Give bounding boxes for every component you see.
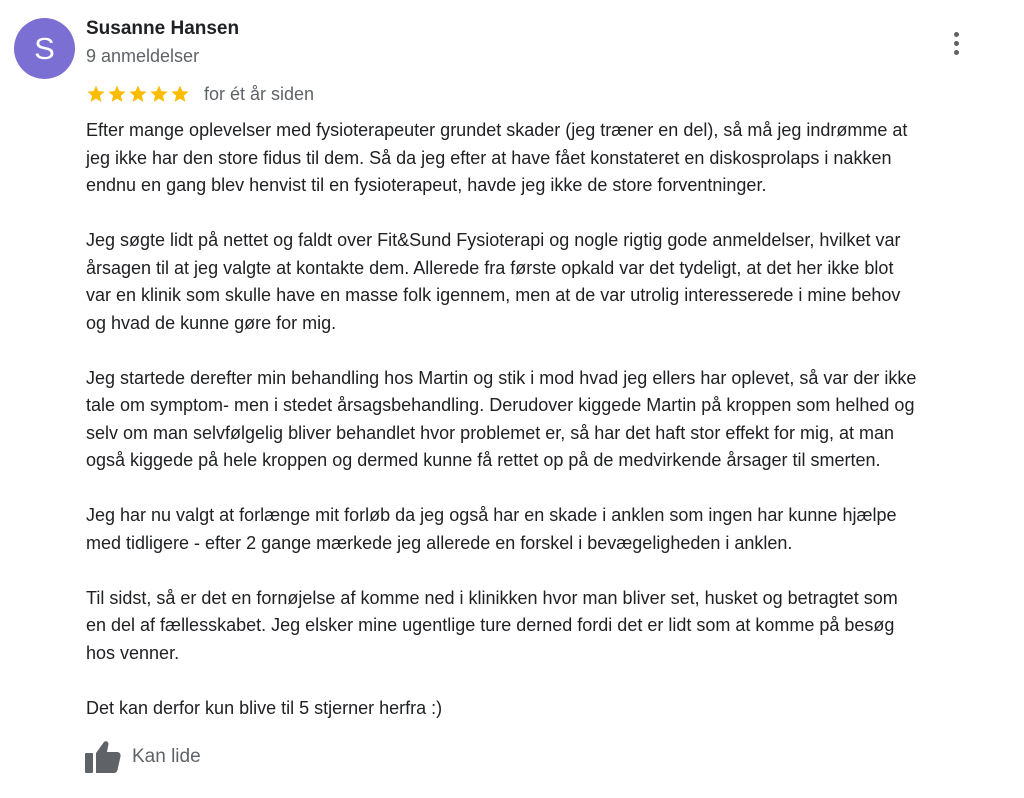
more-vertical-icon <box>954 32 959 37</box>
review-paragraph: Efter mange oplevelser med fysioterapeuter grundet skader (jeg træner en del), så må jeg indrømme at jeg ikke har den store fidus til dem. Så da jeg efter at have fået konstateret en diskosprolaps i nakken endnu en gang blev henvist til en fysioterapeut, havde jeg ikke de store forventninger. <box>86 120 908 195</box>
like-button[interactable] <box>84 740 201 774</box>
review-paragraph: Det kan derfor kun blive til 5 stjerner herfra :) <box>86 697 443 718</box>
review-paragraph: Jeg har nu valgt at forlænge mit forløb da jeg også har en skade i anklen som ingen har kunne hjælpe med tidligere - efter 2 gange mærkede jeg allerede en forskel i bevægeligheden i anklen. <box>86 505 897 553</box>
review-count[interactable]: 9 anmeldelser <box>86 46 200 66</box>
star-icon <box>170 84 190 104</box>
rating-row <box>86 81 314 107</box>
more-vertical-icon-dot <box>954 50 959 55</box>
star-icon <box>86 84 106 104</box>
more-vertical-icon-dot <box>954 41 959 46</box>
star-icon <box>128 84 148 104</box>
review-paragraph: Til sidst, så er det en fornøjelse af komme ned i klinikken hvor man bliver set, husket og betragtet som en del af fællesskabet. Jeg elsker mine ugentlige ture derned fordi det er lidt som at komme på besøg hos venner. <box>86 587 898 663</box>
star-rating <box>86 84 190 104</box>
review-paragraph: Jeg søgte lidt på nettet og faldt over Fit&Sund Fysioterapi og nogle rigtig gode anmeldelser, hvilket var årsagen til at jeg valgte at kontakte dem. Allerede fra første opkald var det tydeligt, at det her ikke blot var en klinik som skulle have en masse folk igennem, men at de var utrolig interesserede i mine behov og hvad de kunne gøre for mig. <box>86 230 901 333</box>
review-paragraph: Jeg startede derefter min behandling hos Martin og stik i mod hvad jeg ellers har oplevet, så var der ikke tale om symptom- men i stedet årsagsbehandling. Derudover kiggede Martin på kroppen som helhed og selv om man selvfølgelig bliver behandlet hvor problemet er, så har det haft stor effekt for mig, at man også kiggede på hele kroppen og dermed kunne få rettet op på de medvirkende årsager til smerten. <box>86 367 917 470</box>
like-label: Kan lide <box>132 746 201 767</box>
more-options-button[interactable] <box>944 28 968 58</box>
reviewer-name[interactable]: Susanne Hansen <box>86 18 240 39</box>
avatar[interactable] <box>14 18 75 79</box>
avatar-letter: S <box>34 30 55 66</box>
review-date: for ét år siden <box>204 83 315 104</box>
star-icon <box>149 84 169 104</box>
star-icon <box>107 84 127 104</box>
thumbs-up-icon <box>84 740 122 774</box>
review-text <box>86 117 1010 722</box>
